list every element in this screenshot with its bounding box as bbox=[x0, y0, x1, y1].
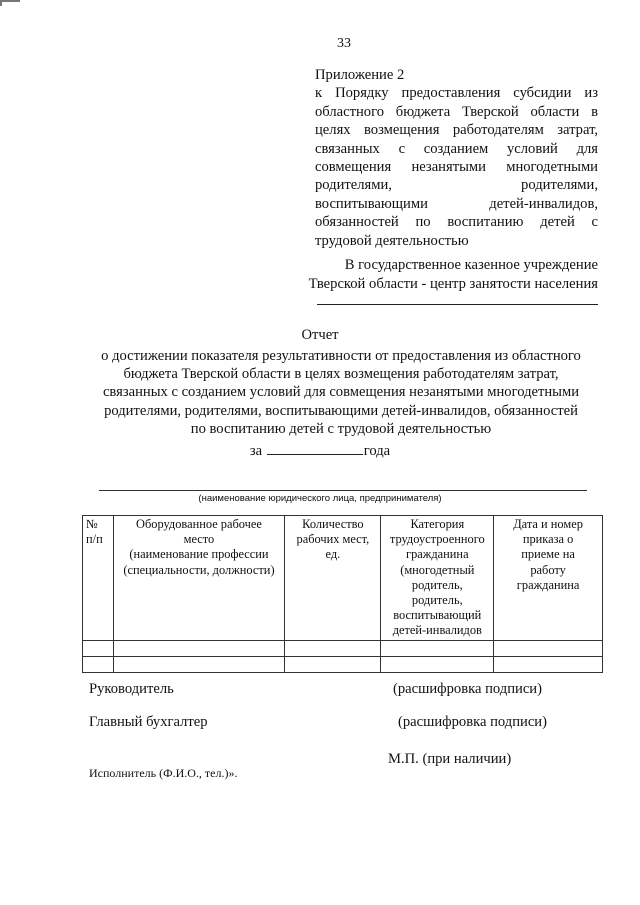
addressee-line-1: В государственное казенное учреждение bbox=[344, 257, 598, 273]
header-order-date-number: Дата и номер приказа о приеме на работу гражданина bbox=[494, 516, 603, 641]
appendix-line: обязанностей по воспитанию детей с bbox=[315, 214, 598, 231]
page-number: 33 bbox=[337, 36, 351, 51]
addressee-line-2: Тверской области - центр занятости населения bbox=[308, 275, 598, 292]
report-description-line: бюджета Тверской области в целях возмещения работодателям затрат, bbox=[123, 366, 559, 383]
scan-corner-tick bbox=[0, 0, 2, 6]
appendix-line: родителями, родителями, bbox=[315, 177, 598, 194]
scan-corner-mark bbox=[0, 0, 20, 5]
period-fill-field[interactable] bbox=[267, 441, 363, 455]
table-cell[interactable] bbox=[285, 656, 381, 672]
accountant-signature-label: Главный бухгалтер bbox=[89, 714, 208, 730]
appendix-line: воспитывающими детей-инвалидов, bbox=[315, 195, 598, 212]
head-signature-decode: (расшифровка подписи) bbox=[393, 681, 542, 697]
appendix-line: к Порядку предоставления субсидии из bbox=[315, 85, 598, 102]
header-workplace: Оборудованное рабочее место (наименование профессии (специальности, должности) bbox=[113, 516, 285, 641]
table-cell[interactable] bbox=[381, 656, 494, 672]
table-row bbox=[83, 640, 603, 656]
header-citizen-category: Категория трудоустроенного гражданина (многодетный родитель, родитель, воспитывающий детей-инвалидов bbox=[381, 516, 494, 641]
appendix-line: трудовой деятельностью bbox=[315, 232, 469, 249]
report-description-line: о достижении показателя результативности от предоставления из областного bbox=[101, 348, 581, 364]
table-cell[interactable] bbox=[83, 640, 114, 656]
table-cell[interactable] bbox=[113, 640, 285, 656]
addressee-block bbox=[280, 256, 598, 293]
report-table bbox=[82, 515, 603, 673]
header-workplace-count: Количество рабочих мест, ед. bbox=[285, 516, 381, 641]
report-description-line: родителями, родителями, воспитывающими детей-инвалидов, обязанностей bbox=[104, 402, 578, 419]
addressee-fill-line[interactable] bbox=[317, 304, 598, 305]
report-title: Отчет bbox=[301, 327, 339, 343]
table-cell[interactable] bbox=[83, 656, 114, 672]
table-header-row bbox=[83, 516, 603, 641]
period-suffix: года bbox=[363, 443, 391, 459]
head-signature-label: Руководитель bbox=[89, 681, 174, 697]
report-period bbox=[0, 441, 640, 460]
report-description bbox=[80, 347, 602, 438]
report-description-line: по воспитанию детей с трудовой деятельностью bbox=[190, 420, 492, 437]
table-cell[interactable] bbox=[494, 640, 603, 656]
appendix-line: областного бюджета Тверской области в bbox=[315, 103, 598, 120]
appendix-line: связанных с созданием условий для bbox=[315, 140, 598, 157]
table-cell[interactable] bbox=[285, 640, 381, 656]
executor-label: Исполнитель (Ф.И.О., тел.)». bbox=[89, 766, 238, 780]
appendix-block bbox=[315, 66, 598, 250]
appendix-title: Приложение 2 bbox=[315, 67, 405, 83]
table-row bbox=[83, 656, 603, 672]
appendix-line: совмещения незанятыми многодетными bbox=[315, 159, 598, 176]
report-description-line: связанных с созданием условий для совмещения незанятыми многодетными bbox=[102, 384, 580, 401]
appendix-line: целях возмещения работодателям затрат, bbox=[315, 122, 598, 139]
entity-caption: (наименование юридического лица, предпринимателя) bbox=[198, 493, 442, 504]
header-number: № п/п bbox=[83, 516, 114, 641]
table-cell[interactable] bbox=[113, 656, 285, 672]
period-prefix: за bbox=[249, 443, 263, 459]
table-cell[interactable] bbox=[381, 640, 494, 656]
table-cell[interactable] bbox=[494, 656, 603, 672]
entity-fill-line[interactable] bbox=[99, 490, 587, 491]
stamp-place: М.П. (при наличии) bbox=[388, 751, 512, 767]
accountant-signature-decode: (расшифровка подписи) bbox=[398, 714, 547, 730]
